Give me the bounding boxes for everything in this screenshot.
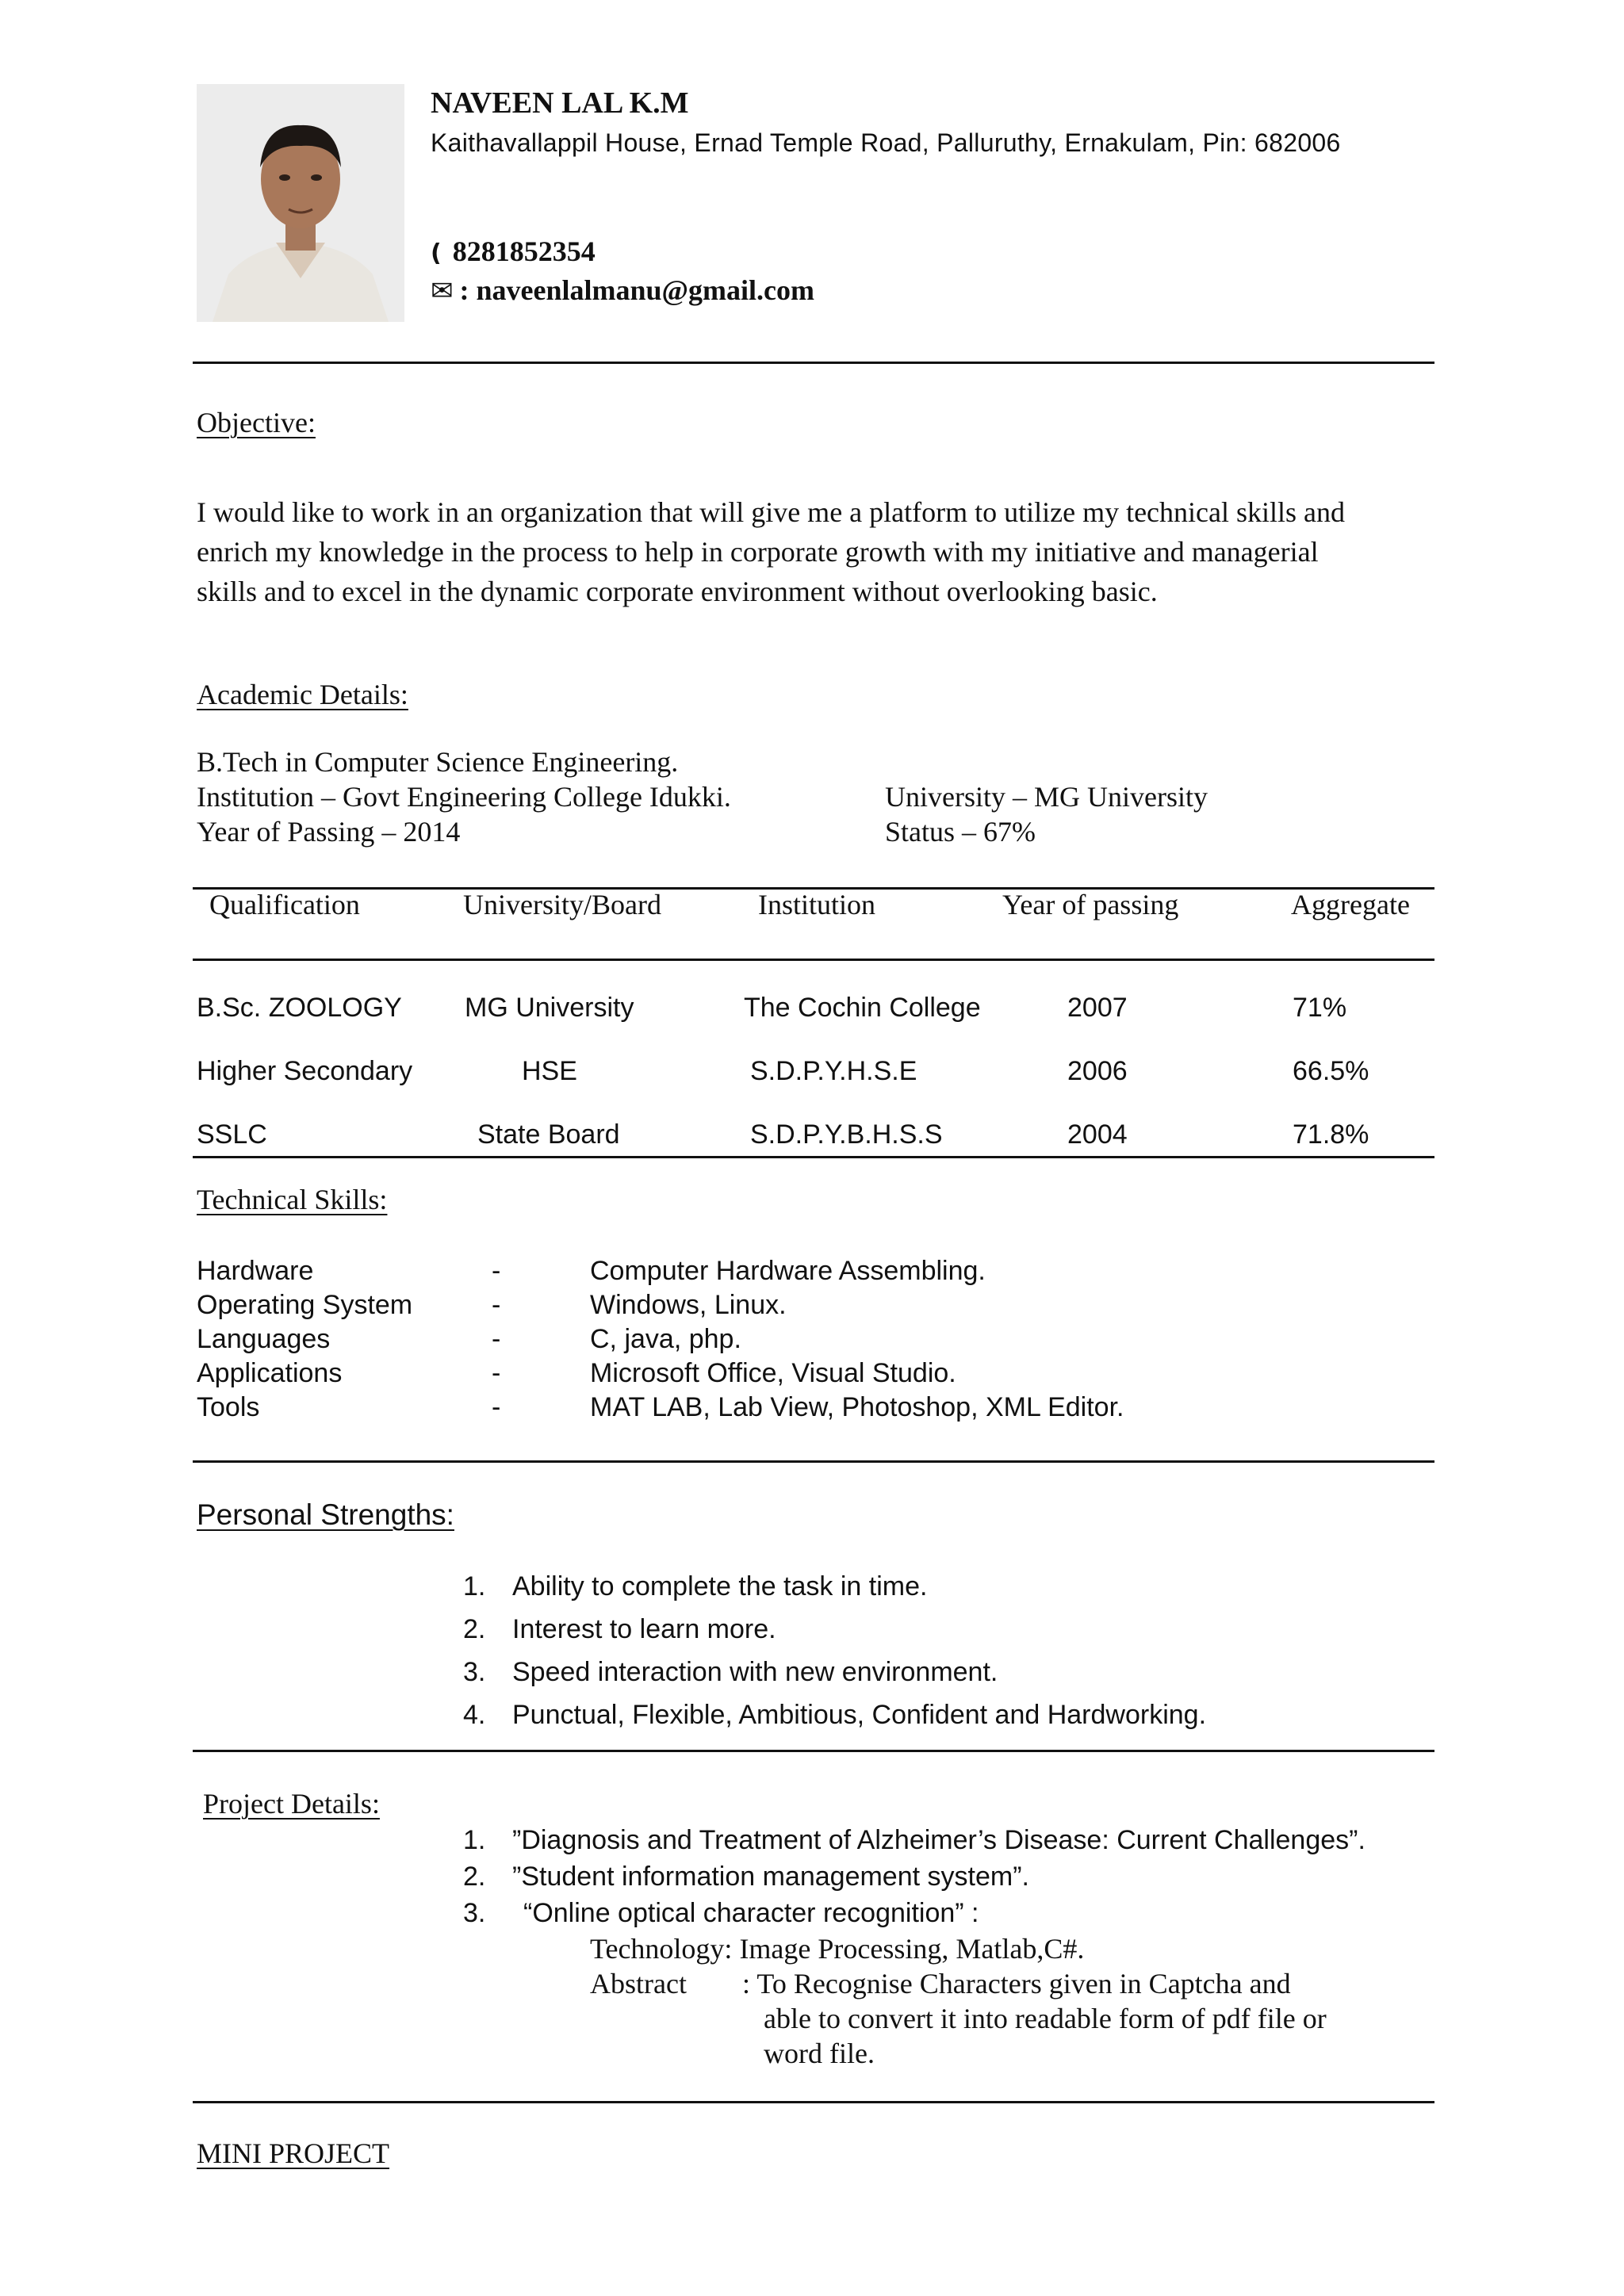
academic-heading: Academic Details: [197, 679, 408, 710]
strengths-heading: Personal Strengths: [197, 1498, 454, 1531]
list-number: 3. [463, 1657, 486, 1687]
objective-heading: Objective: [197, 407, 316, 438]
skill-value: MAT LAB, Lab View, Photoshop, XML Editor. [590, 1392, 1124, 1422]
cell: S.D.P.Y.H.S.E [750, 1056, 917, 1086]
abstract-line-2: able to convert it into readable form of pdf file or [764, 2003, 1327, 2034]
cell: B.Sc. ZOOLOGY [197, 993, 402, 1023]
phone-number: 8281852354 [452, 235, 596, 267]
cell: The Cochin College [744, 993, 981, 1023]
skill-label: Applications [197, 1358, 343, 1388]
list-number: 4. [463, 1700, 486, 1730]
abstract-line-1: : To Recognise Characters given in Captcha and [742, 1968, 1291, 1999]
skill-dash: - [492, 1324, 501, 1354]
cell: S.D.P.Y.B.H.S.S [750, 1119, 943, 1150]
cell: 66.5% [1293, 1056, 1369, 1086]
cell: 2006 [1067, 1056, 1128, 1086]
cell: 71.8% [1293, 1119, 1369, 1150]
cell: 2007 [1067, 993, 1128, 1023]
envelope-icon: ✉ [431, 275, 454, 307]
cell: Higher Secondary [197, 1056, 413, 1086]
profile-photo [197, 84, 404, 322]
mini-project-heading: MINI PROJECT [197, 2137, 390, 2169]
skill-value: Computer Hardware Assembling. [590, 1256, 986, 1286]
skill-value: Microsoft Office, Visual Studio. [590, 1358, 956, 1388]
list-text: “Online optical character recognition” : [523, 1898, 979, 1928]
skill-value: C, java, php. [590, 1324, 741, 1354]
list-number: 2. [463, 1614, 486, 1644]
cell: MG University [465, 993, 634, 1023]
list-text: Punctual, Flexible, Ambitious, Confident and Hardworking. [512, 1700, 1207, 1730]
list-number: 3. [463, 1898, 486, 1928]
abstract-line-3: word file. [764, 2038, 875, 2069]
skill-label: Languages [197, 1324, 331, 1354]
cell: SSLC [197, 1119, 267, 1150]
abstract-label: Abstract [590, 1968, 687, 1999]
list-text: ”Diagnosis and Treatment of Alzheimer’s Disease: Current Challenges”. [512, 1825, 1365, 1855]
col-header-year: Year of passing [1002, 889, 1179, 920]
table-bottom-border [193, 1156, 1434, 1158]
col-header-qualification: Qualification [209, 889, 360, 920]
table-header-border [193, 959, 1434, 961]
address: Kaithavallappil House, Ernad Temple Road, Palluruthy, Ernakulam, Pin: 682006 [431, 128, 1341, 157]
institution: Institution – Govt Engineering College Idukki. [197, 781, 731, 813]
cell: State Board [477, 1119, 620, 1150]
list-text: ”Student information management system”. [512, 1862, 1029, 1892]
skill-label: Operating System [197, 1290, 413, 1320]
col-header-aggregate: Aggregate [1291, 889, 1410, 920]
degree: B.Tech in Computer Science Engineering. [197, 746, 679, 778]
divider [193, 362, 1434, 364]
phone-icon: ( [431, 239, 442, 267]
list-number: 1. [463, 1571, 486, 1601]
col-header-institution: Institution [758, 889, 876, 920]
university: University – MG University [885, 781, 1208, 813]
project-heading: Project Details: [203, 1788, 380, 1820]
technical-skills-heading: Technical Skills: [197, 1184, 388, 1215]
skill-dash: - [492, 1358, 501, 1388]
cell: 2004 [1067, 1119, 1128, 1150]
email-row [431, 274, 814, 307]
candidate-name: NAVEEN LAL K.M [431, 86, 689, 120]
objective-line-3: skills and to excel in the dynamic corporate environment without overlooking basic. [197, 576, 1158, 607]
phone-row [431, 235, 596, 268]
list-text: Ability to complete the task in time. [512, 1571, 928, 1601]
list-text: Speed interaction with new environment. [512, 1657, 998, 1687]
divider [193, 2101, 1434, 2103]
skill-value: Windows, Linux. [590, 1290, 787, 1320]
list-text: Interest to learn more. [512, 1614, 776, 1644]
cell: 71% [1293, 993, 1347, 1023]
objective-line-1: I would like to work in an organization that will give me a platform to utilize my technical skills and [197, 496, 1345, 528]
skill-dash: - [492, 1392, 501, 1422]
cell: HSE [522, 1056, 577, 1086]
person-photo-icon [197, 84, 404, 322]
list-number: 1. [463, 1825, 486, 1855]
divider [193, 1460, 1434, 1463]
col-header-university: University/Board [463, 889, 661, 920]
divider [193, 1750, 1434, 1752]
skill-label: Hardware [197, 1256, 314, 1286]
project-technology: Technology: Image Processing, Matlab,C#. [590, 1933, 1085, 1965]
status: Status – 67% [885, 816, 1036, 848]
email-address[interactable]: : naveenlalmanu@gmail.com [459, 274, 814, 306]
year-of-passing: Year of Passing – 2014 [197, 816, 461, 848]
list-number: 2. [463, 1862, 486, 1892]
skill-dash: - [492, 1290, 501, 1320]
skill-dash: - [492, 1256, 501, 1286]
objective-line-2: enrich my knowledge in the process to help in corporate growth with my initiative and managerial [197, 536, 1319, 568]
skill-label: Tools [197, 1392, 260, 1422]
